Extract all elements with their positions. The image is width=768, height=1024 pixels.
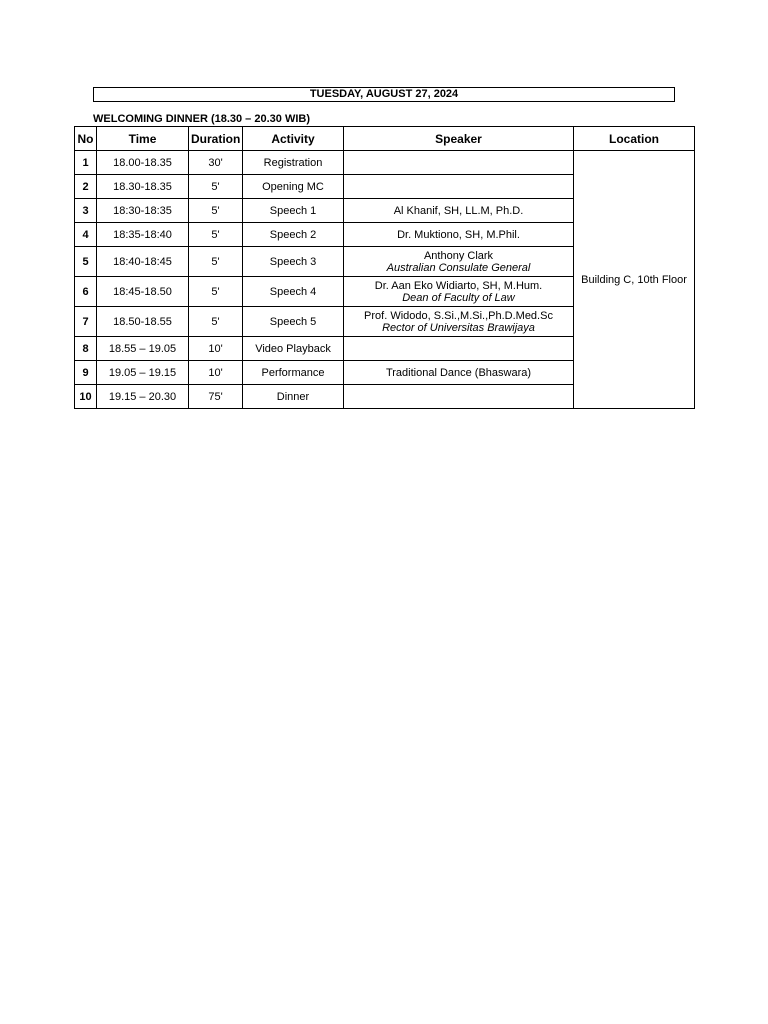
row-time: 18:45-18.50 <box>97 277 189 307</box>
row-duration: 75' <box>189 385 243 409</box>
row-speaker <box>344 337 574 361</box>
schedule-table <box>74 126 695 409</box>
row-activity: Performance <box>243 361 344 385</box>
row-activity: Speech 3 <box>243 247 344 277</box>
row-duration: 5' <box>189 199 243 223</box>
row-speaker <box>344 175 574 199</box>
column-header-time: Time <box>97 127 189 151</box>
row-activity: Speech 4 <box>243 277 344 307</box>
row-no: 3 <box>75 199 97 223</box>
date-banner: TUESDAY, AUGUST 27, 2024 <box>93 87 675 102</box>
row-activity: Video Playback <box>243 337 344 361</box>
row-no: 7 <box>75 307 97 337</box>
row-no: 8 <box>75 337 97 361</box>
speaker-name: Prof. Widodo, S.Si.,M.Si.,Ph.D.Med.Sc <box>364 309 553 322</box>
row-activity: Speech 5 <box>243 307 344 337</box>
speaker-name: Al Khanif, SH, LL.M, Ph.D. <box>393 204 524 217</box>
row-duration: 5' <box>189 307 243 337</box>
row-time: 19.05 – 19.15 <box>97 361 189 385</box>
row-time: 18.55 – 19.05 <box>97 337 189 361</box>
row-time: 18.30-18.35 <box>97 175 189 199</box>
row-duration: 5' <box>189 175 243 199</box>
speaker-role: Rector of Universitas Brawijaya <box>382 321 535 334</box>
row-activity: Opening MC <box>243 175 344 199</box>
row-no: 6 <box>75 277 97 307</box>
row-activity: Registration <box>243 151 344 175</box>
column-header-speaker: Speaker <box>344 127 574 151</box>
row-time: 18:30-18:35 <box>97 199 189 223</box>
row-no: 2 <box>75 175 97 199</box>
speaker-name: Traditional Dance (Bhaswara) <box>385 366 532 379</box>
row-no: 10 <box>75 385 97 409</box>
row-speaker <box>344 247 574 277</box>
speaker-name: Anthony Clark <box>423 249 494 262</box>
row-duration: 10' <box>189 361 243 385</box>
row-duration: 30' <box>189 151 243 175</box>
row-time: 19.15 – 20.30 <box>97 385 189 409</box>
row-speaker <box>344 199 574 223</box>
row-activity: Speech 1 <box>243 199 344 223</box>
row-activity: Speech 2 <box>243 223 344 247</box>
row-speaker <box>344 307 574 337</box>
row-speaker <box>344 385 574 409</box>
row-no: 9 <box>75 361 97 385</box>
row-activity: Dinner <box>243 385 344 409</box>
column-header-activity: Activity <box>243 127 344 151</box>
column-header-no: No <box>75 127 97 151</box>
row-no: 4 <box>75 223 97 247</box>
section-title: WELCOMING DINNER (18.30 – 20.30 WIB) <box>93 113 310 125</box>
row-speaker <box>344 223 574 247</box>
row-no: 5 <box>75 247 97 277</box>
table-row <box>75 151 695 175</box>
speaker-name: Dr. Aan Eko Widiarto, SH, M.Hum. <box>374 279 543 292</box>
table-header-row <box>75 127 695 151</box>
row-duration: 10' <box>189 337 243 361</box>
column-header-duration: Duration <box>189 127 243 151</box>
speaker-name: Dr. Muktiono, SH, M.Phil. <box>397 228 520 241</box>
row-speaker <box>344 361 574 385</box>
row-no: 1 <box>75 151 97 175</box>
row-duration: 5' <box>189 223 243 247</box>
speaker-role: Australian Consulate General <box>386 261 531 274</box>
row-time: 18:35-18:40 <box>97 223 189 247</box>
row-duration: 5' <box>189 247 243 277</box>
row-time: 18.00-18.35 <box>97 151 189 175</box>
location-cell: Building C, 10th Floor <box>574 151 695 409</box>
row-speaker <box>344 277 574 307</box>
row-duration: 5' <box>189 277 243 307</box>
row-speaker <box>344 151 574 175</box>
speaker-role: Dean of Faculty of Law <box>402 291 515 304</box>
row-time: 18.50-18.55 <box>97 307 189 337</box>
column-header-location: Location <box>574 127 695 151</box>
row-time: 18:40-18:45 <box>97 247 189 277</box>
